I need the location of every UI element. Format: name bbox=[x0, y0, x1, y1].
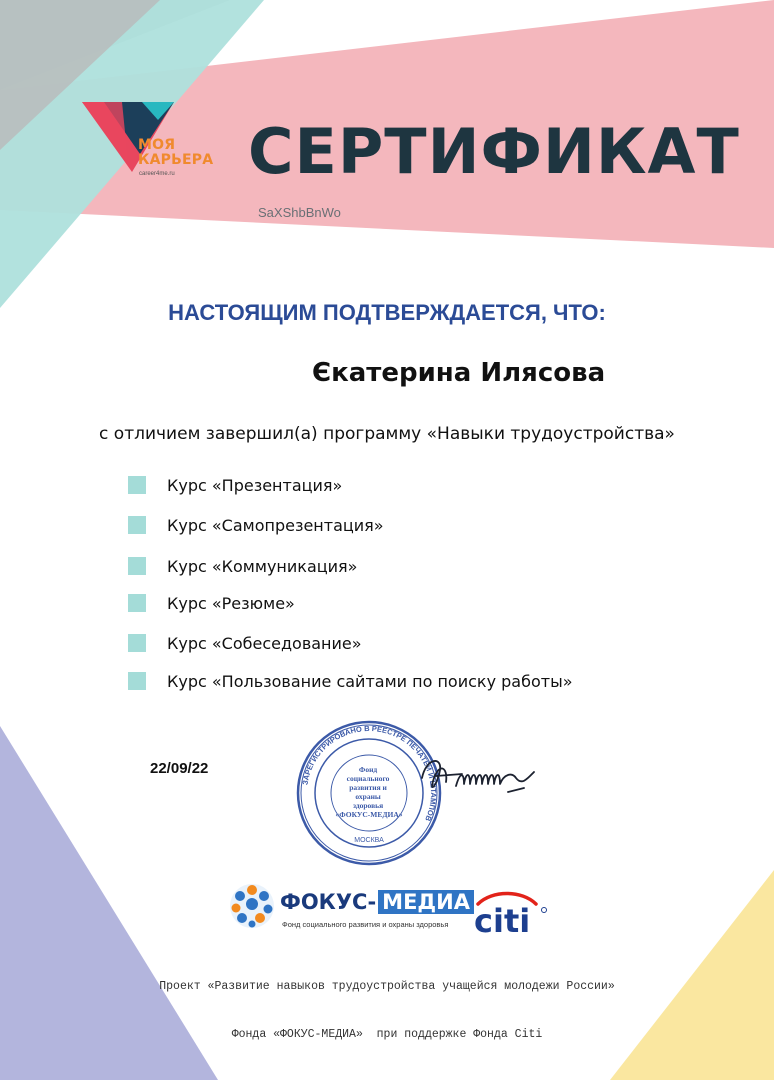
course-label: Курс «Резюме» bbox=[167, 593, 295, 613]
course-label: Курс «Презентация» bbox=[167, 475, 343, 495]
stamp-line: Фонд bbox=[358, 765, 378, 774]
course-label: Курс «Собеседование» bbox=[167, 633, 362, 653]
square-bullet-icon bbox=[128, 516, 146, 534]
fokus-media-wordmark bbox=[280, 890, 474, 914]
square-bullet-icon bbox=[128, 672, 146, 690]
square-bullet-icon bbox=[128, 557, 146, 575]
course-label: Курс «Пользование сайтами по поиску работы» bbox=[167, 671, 573, 691]
signature bbox=[412, 748, 552, 808]
footer-text bbox=[0, 947, 774, 1075]
stamp-city: МОСКВА bbox=[354, 837, 384, 844]
logo-line-1: МОЯ bbox=[138, 137, 176, 153]
stamp-line: развития и bbox=[349, 783, 387, 792]
square-bullet-icon bbox=[128, 594, 146, 612]
certificate-code: SaXShbBnWo bbox=[258, 205, 341, 220]
stamp-ring-text: ЗАРЕГИСТРИРОВАНО В РЕЕСТРЕ ПЕЧАТЕЙ И ШТАМПОВ bbox=[300, 723, 439, 823]
course-item bbox=[128, 474, 342, 496]
fokus-wordmark-part: ФОКУС- bbox=[280, 890, 377, 914]
stamp-line: социального bbox=[346, 774, 390, 783]
moya-karyera-logo bbox=[82, 102, 222, 182]
logo-line-2: КАРЬЕРА bbox=[138, 152, 214, 168]
square-bullet-icon bbox=[128, 634, 146, 652]
course-label: Курс «Самопрезентация» bbox=[167, 515, 384, 535]
completion-statement: с отличием завершил(а) программу «Навыки трудоустройства» bbox=[99, 424, 675, 444]
stamp-line: здоровья bbox=[352, 801, 384, 810]
fokus-media-subtitle: Фонд социального развития и охраны здоровья bbox=[282, 920, 449, 929]
square-bullet-icon bbox=[128, 476, 146, 494]
issue-date: 22/09/22 bbox=[150, 760, 209, 777]
globe-dots-icon bbox=[228, 882, 276, 930]
course-item bbox=[128, 592, 295, 614]
course-item bbox=[128, 514, 384, 536]
media-wordmark-part: МЕДИА bbox=[378, 890, 474, 914]
course-item bbox=[128, 632, 362, 654]
recipient-name: Єкатерина Илясова bbox=[312, 358, 606, 388]
logo-url: career4me.ru bbox=[139, 171, 175, 177]
course-item bbox=[128, 555, 357, 577]
citi-wordmark: citi bbox=[474, 902, 531, 936]
stamp-line: «ФОКУС-МЕДИА» bbox=[335, 810, 403, 819]
fokus-media-logo bbox=[228, 882, 470, 934]
citi-logo bbox=[472, 888, 552, 936]
course-item bbox=[128, 670, 573, 692]
course-label: Курс «Коммуникация» bbox=[167, 556, 358, 576]
footer-line-1: Проект «Развитие навыков трудоустройства учащейся молодежи России» bbox=[159, 980, 615, 993]
stamp-line: охраны bbox=[355, 792, 381, 801]
certificate-title: СЕРТИФИКАТ bbox=[248, 115, 740, 188]
confirmation-heading: НАСТОЯЩИМ ПОДТВЕРЖДАЕТСЯ, ЧТО: bbox=[168, 300, 606, 325]
svg-text:Фонд социального р bbox=[335, 765, 402, 819]
footer-line-2: Фонда «ФОКУС-МЕДИА» при поддержке Фонда Citi bbox=[231, 1028, 543, 1041]
logo-wordmark bbox=[138, 138, 213, 168]
